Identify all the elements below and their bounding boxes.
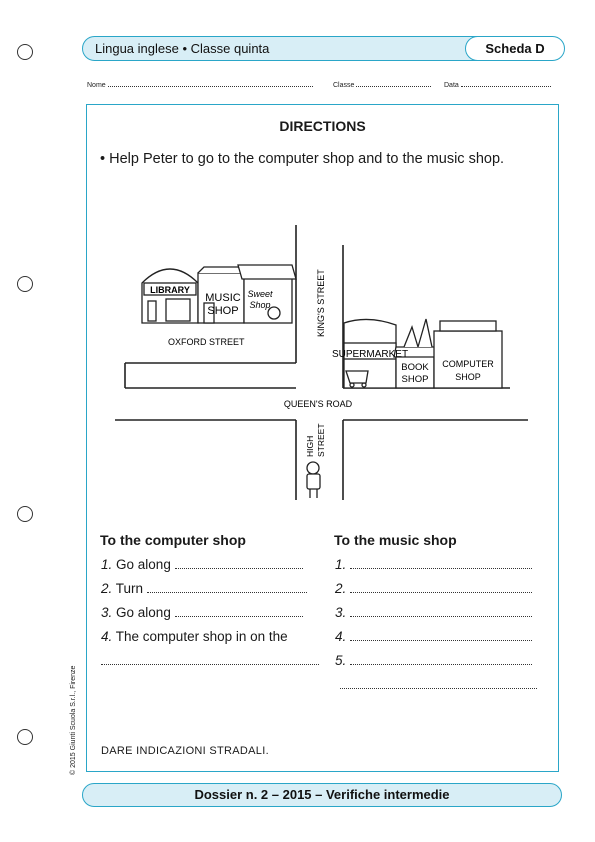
music-sign-1: MUSIC: [205, 292, 241, 304]
sweet-sign-1: Sweet: [247, 289, 273, 299]
queens-road-label: QUEEN'S ROAD: [283, 399, 353, 409]
footer-bar: Dossier n. 2 – 2015 – Verifiche intermedie: [82, 783, 562, 807]
scheda-tab: Scheda D: [465, 36, 565, 61]
computer-shop-heading: To the computer shop: [100, 532, 246, 548]
street-map: [100, 215, 540, 510]
library-building: [142, 269, 198, 323]
library-sign: LIBRARY: [150, 285, 190, 295]
computer-sign-2: SHOP: [455, 372, 481, 382]
music-step-3[interactable]: 3.: [335, 605, 532, 620]
name-label: Nome: [87, 82, 106, 89]
computer-step-4-continuation[interactable]: [101, 653, 319, 668]
computer-sign-1: COMPUTER: [442, 359, 494, 369]
binder-hole: [17, 44, 33, 60]
binder-hole: [17, 729, 33, 745]
header-title: Lingua inglese • Classe quinta: [95, 41, 270, 56]
sweet-sign-2: Shop: [249, 300, 271, 310]
class-dots: [356, 86, 431, 87]
date-field[interactable]: [444, 82, 551, 89]
worksheet-instruction: • Help Peter to go to the computer shop and to the music shop.: [100, 151, 505, 167]
kings-street-label: KING'S STREET: [316, 269, 326, 337]
book-sign-1: BOOK: [401, 362, 429, 373]
high-street-label-2: STREET: [316, 423, 326, 457]
copyright: © 2015 Giunti Scuola S.r.l., Firenze: [70, 665, 77, 775]
music-step-2[interactable]: 2.: [335, 581, 532, 596]
music-step-5-continuation[interactable]: [340, 677, 537, 692]
music-sign-2: SHOP: [207, 305, 239, 317]
computer-step-2[interactable]: 2. Turn: [101, 581, 307, 596]
name-dots: [108, 86, 313, 87]
copyright-anchor: [70, 665, 80, 785]
music-step-5[interactable]: 5.: [335, 653, 532, 668]
binder-hole: [17, 506, 33, 522]
date-label: Data: [444, 82, 459, 89]
name-field[interactable]: [87, 82, 313, 89]
music-shop-heading: To the music shop: [334, 532, 457, 548]
high-street-label-1: HIGH: [305, 435, 315, 457]
computer-step-4[interactable]: 4. The computer shop in on the: [101, 629, 288, 644]
binder-hole: [17, 276, 33, 292]
peter-figure: [307, 462, 320, 498]
supermarket-sign: SUPERMARKET: [331, 349, 409, 360]
computer-step-1[interactable]: 1. Go along: [101, 557, 303, 572]
music-step-4[interactable]: 4.: [335, 629, 532, 644]
caption: DARE INDICAZIONI STRADALI.: [101, 745, 269, 757]
class-field[interactable]: [333, 82, 431, 89]
worksheet-title: DIRECTIONS: [279, 118, 366, 134]
oxford-street-label: OXFORD STREET: [168, 337, 245, 347]
class-label: Classe: [333, 82, 355, 89]
date-dots: [461, 86, 551, 87]
music-step-1[interactable]: 1.: [335, 557, 532, 572]
book-sign-2: SHOP: [401, 374, 429, 385]
computer-step-3[interactable]: 3. Go along: [101, 605, 303, 620]
